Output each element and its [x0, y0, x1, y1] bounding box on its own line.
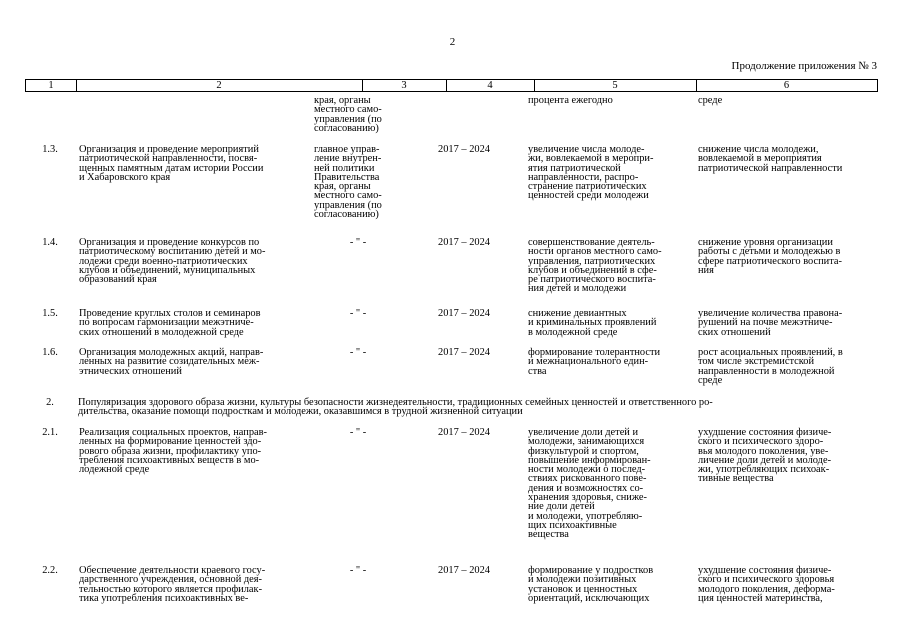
row-result: увеличение числа молоде- жи, вовлекаемой в меропри- ятия патриотической направленности, распро- странение патриотических ценностей среди молодежи — [528, 144, 654, 202]
row-responsible: - " - — [349, 347, 367, 358]
row-risk: снижение числа молодежи, вовлекаемой в мероприятия патриотической направленности — [698, 144, 843, 174]
row-risk: увеличение количества правона- рушений на почве межэтниче- ских отношений — [698, 308, 843, 338]
row-activity: Организация и проведение конкурсов по патриотическому воспитанию детей и мо- лодежи среди военно-патриотических клубов и объединений, муниципальных образований края — [79, 237, 266, 286]
carry-result: процента ежегодно — [528, 95, 613, 106]
row-result: совершенствование деятель- ности органов местного само- управления, патриотических клубов и объединений в сфе- ре патриотического воспита- ния детей и молодежи — [528, 237, 662, 295]
row-number: 2.1. — [42, 427, 58, 438]
row-activity: Реализация социальных проектов, направ- ленных на формирование ценностей здо- рового образа жизни, профилактику упо- требления психоактивных веществ в мо- лодежной среде — [79, 427, 268, 476]
row-risk: ухудшение состояния физиче- ского и психического здоро- вья молодого поколения, уве- личение доли детей и молоде- жи, употребляющих психоак- тивные вещества — [698, 427, 832, 485]
row-result: формирование у подростков и молодежи позитивных установок и ценностных ориентаций, исключающих — [528, 565, 654, 604]
header-col-3: 3 — [362, 80, 447, 91]
row-responsible: - " - — [349, 308, 367, 319]
row-responsible: - " - — [349, 237, 367, 248]
row-result: увеличение доли детей и молодежи, занимающихся физкультурой и спортом, повышение информирован- ности молодежи о послед- ствиях рискованного пове- дения и возможностях со- хранения здоровья, сниже- ние доли детей и молодежи, употребляю- щих психоактивные вещества — [528, 427, 651, 541]
row-period: 2017 – 2024 — [438, 347, 490, 358]
row-period: 2017 – 2024 — [438, 308, 490, 319]
row-risk: снижение уровня организации работы с детьми и молодежью в сфере патриотического воспита- ния — [698, 237, 842, 276]
row-activity: Проведение круглых столов и семинаров по вопросам гармонизации межэтниче- ских отношений в молодежной среде — [79, 308, 261, 338]
section-number: 2. — [46, 397, 54, 408]
header-col-2: 2 — [76, 80, 363, 91]
page-number: 2 — [449, 36, 456, 48]
row-period: 2017 – 2024 — [438, 237, 490, 248]
row-activity: Обеспечение деятельности краевого госу- дарственного учреждения, основной дея- тельностью которого является профилак- тика употребления психоактивных ве- — [79, 565, 266, 604]
carry-risk: среде — [698, 95, 723, 106]
row-activity: Организация и проведение мероприятий патриотической направленности, посвя- щенных памятным датам истории России и Хабаровского края — [79, 144, 264, 183]
row-period: 2017 – 2024 — [438, 427, 490, 438]
row-responsible: - " - — [349, 427, 367, 438]
row-activity: Организация молодежных акций, направ- ленных на развитие созидательных меж- этнических отношений — [79, 347, 264, 377]
continuation-caption: Продолжение приложения № 3 — [731, 60, 877, 72]
carry-responsible: края, органы местного само- управления (по согласованию) — [314, 95, 382, 134]
row-result: снижение девиантных и криминальных проявлений в молодежной среде — [528, 308, 657, 338]
row-number: 1.4. — [42, 237, 58, 248]
row-number: 1.6. — [42, 347, 58, 358]
header-col-5: 5 — [534, 80, 697, 91]
row-period: 2017 – 2024 — [438, 144, 490, 155]
header-col-1: 1 — [26, 80, 77, 91]
row-number: 1.5. — [42, 308, 58, 319]
row-risk: ухудшение состояния физиче- ского и психического здоровья молодого поколения, деформа- ция ценностей материнства, — [698, 565, 835, 604]
row-responsible: - " - — [349, 565, 367, 576]
row-number: 1.3. — [42, 144, 58, 155]
section-title: Популяризация здорового образа жизни, культуры безопасности жизнедеятельности, традиционных семейных ценностей и ответственного ро- дительства, оказание помощи подросткам и молодежи, оказавшимся в трудной жизненной ситуации — [78, 397, 713, 418]
row-result: формирование толерантности и межнационального един- ства — [528, 347, 661, 377]
row-number: 2.2. — [42, 565, 58, 576]
row-risk: рост асоциальных проявлений, в том числе экстремистской направленности в молодежной среде — [698, 347, 843, 386]
header-col-4: 4 — [446, 80, 535, 91]
table-header — [25, 79, 878, 92]
row-period: 2017 – 2024 — [438, 565, 490, 576]
row-responsible: главное управ- ление внутрен- ней политики Правительства края, органы местного само- управления (по согласованию) — [314, 144, 382, 221]
header-col-6: 6 — [783, 80, 790, 91]
